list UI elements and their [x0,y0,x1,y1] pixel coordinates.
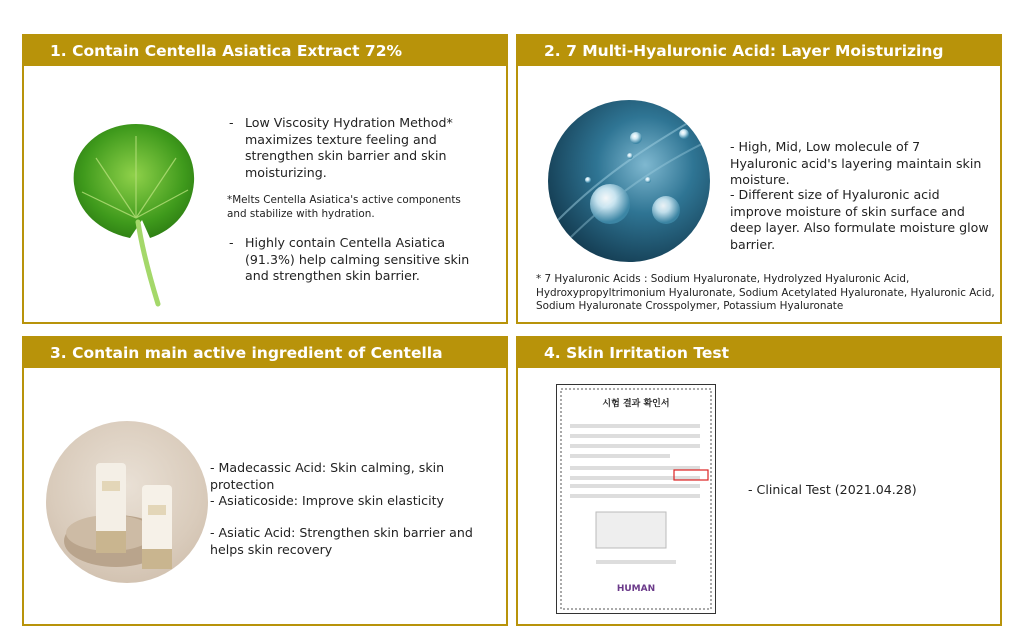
product-tubes-image [46,421,208,583]
panel-active-ingredients [22,336,508,626]
panel-irritation-test [516,336,1002,626]
bullet-size-moisture: - Different size of Hyaluronic acid improve moisture of skin surface and deep layer. Also formulate moisture glow barrier. [730,187,989,252]
madecassic-acid-line: - Madecassic Acid: Skin calming, skin protection [210,460,445,492]
bullet-highly-contain: Highly contain Centella Asiatica (91.3%) help calming sensitive skin and strengthen skin barrier. [245,235,470,283]
water-droplet-image [548,100,710,262]
human-logo: HUMAN [616,584,656,594]
asiatic-acid-line: - Asiatic Acid: Strengthen skin barrier and helps skin recovery [210,525,473,557]
footnote-7-hyaluronic: * 7 Hyaluronic Acids : Sodium Hyaluronate, Hydrolyzed Hyaluronic Acid, Hydroxypropyltrimonium Hyaluronate, Sodium Acetylated Hyaluronate, Hyaluronic Acid, Sodium Hyaluronate Crosspolymer, Potassium Hyaluronate [536,273,995,312]
panel-title: 3. Contain main active ingredient of Centella Asiatica [24,338,506,368]
certificate-document-image [556,384,716,614]
footnote-melts: *Melts Centella Asiatica's active components and stabilize with hydration. [227,194,461,220]
centella-leaf-image [66,118,206,308]
panel-title: 4. Skin Irritation Test [518,338,1000,368]
panel-title: 2. 7 Multi-Hyaluronic Acid: Layer Moisturizing [518,36,1000,66]
dash-marker: - [229,115,234,130]
certificate-title: 시험 결과 확인서 [602,399,670,409]
panel-centella-extract [22,34,508,324]
panel-title: 1. Contain Centella Asiatica Extract 72% [24,36,506,66]
clinical-test-line: - Clinical Test (2021.04.28) [748,482,917,497]
bullet-molecule-layering: - High, Mid, Low molecule of 7 Hyaluronic acid's layering maintain skin moisture. [730,139,982,187]
dash-marker: - [229,235,234,250]
panel-hyaluronic [516,34,1002,324]
bullet-low-viscosity: Low Viscosity Hydration Method* maximizes texture feeling and strengthen skin barrier and skin moisturizing. [245,115,453,180]
asiaticoside-line: - Asiaticoside: Improve skin elasticity [210,493,444,508]
